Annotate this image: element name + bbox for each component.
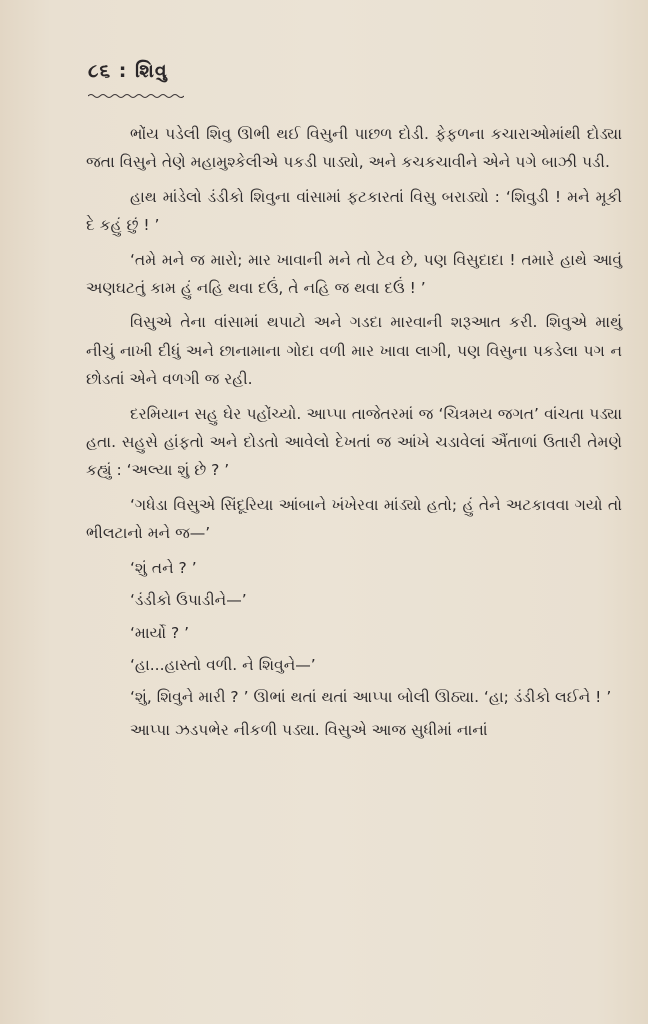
body-text (86, 120, 622, 750)
running-title: શિવુ (134, 60, 168, 82)
dialogue-line: ‘શું, શિવુને મારી ? ’ ઊભાં થતાં થતાં આપ્પા બોલી ઊઠ્યા. ‘હા; ડંડીકો લઈને ! ’ (130, 688, 612, 707)
header-separator: : (118, 60, 128, 82)
dialogue-line: ‘શું તને ? ’ (130, 558, 197, 577)
dialogue-line: ‘માર્યો ? ’ (130, 623, 190, 642)
paragraph: આપ્પા ઝડપભેર નીકળી પડ્યા. વિસુએ આજ સુધીમાં નાનાં (130, 720, 488, 739)
page-number: ૮૬ (88, 60, 112, 82)
running-header (88, 60, 168, 82)
dialogue-line: ‘હા...હાસ્તો વળી. ને શિવુને—’ (130, 655, 316, 674)
paragraph: ‘તમે મને જ મારો; માર ખાવાની મને તો ટેવ છે, પણ વિસુદાદા ! તમારે હાથે આવું અણઘટતું કામ હું નહિ થવા દઉં, તે નહિ જ થવા દઉં ! ’ (86, 250, 622, 298)
paragraph: દરમિયાન સહુ ઘેર પહોંચ્યો. આપ્પા તાજેતરમાં જ ‘ચિત્રમય જગત’ વાંચતા પડ્યા હતા. સહુસે હાંફતો અને દોડતો આવેલો દેખતાં જ આંખે ચડાવેલાં ઐંતાળાં ઉતારી તેમણે કહ્યું : ‘અલ્યા શું છે ? ’ (86, 404, 622, 480)
decorative-wavy-rule (88, 93, 184, 99)
paragraph: વિસુએ તેના વાંસામાં થપાટો અને ગડદા મારવાની શરૂઆત કરી. શિવુએ માથું નીચું નાખી દીધું અને છાનામાના ગોદા વળી માર ખાવા લાગી, પણ વિસુના પકડેલા પગ ન છોડતાં એને વળગી જ રહી. (86, 313, 622, 389)
dialogue-line: ‘ડંડીકો ઉપાડીને—’ (130, 591, 247, 610)
paragraph: ‘ગધેડા વિસુએ સિંદૂરિયા આંબાને ખંખેરવા માંડ્યો હતો; હું તેને અટકાવવા ગયો તો ભીલટાનો મને જ—’ (86, 495, 622, 543)
paragraph: હાથ માંડેલો ડંડીકો શિવુના વાંસામાં ફટકારતાં વિસુ બરાડ્યો : ‘શિવુડી ! મને મૂકી દે કહું છું ! ’ (86, 187, 622, 235)
paragraph: ભોંય પડેલી શિવુ ઊભી થઈ વિસુની પાછળ દોડી. ફેફળના કચારાઓમાંથી દોડ્યા જતા વિસુને તેણે મહામુશ્કેલીએ પકડી પાડ્યો, અને કચકચાવીને એને પગે બાઝી પડી. (86, 125, 622, 172)
